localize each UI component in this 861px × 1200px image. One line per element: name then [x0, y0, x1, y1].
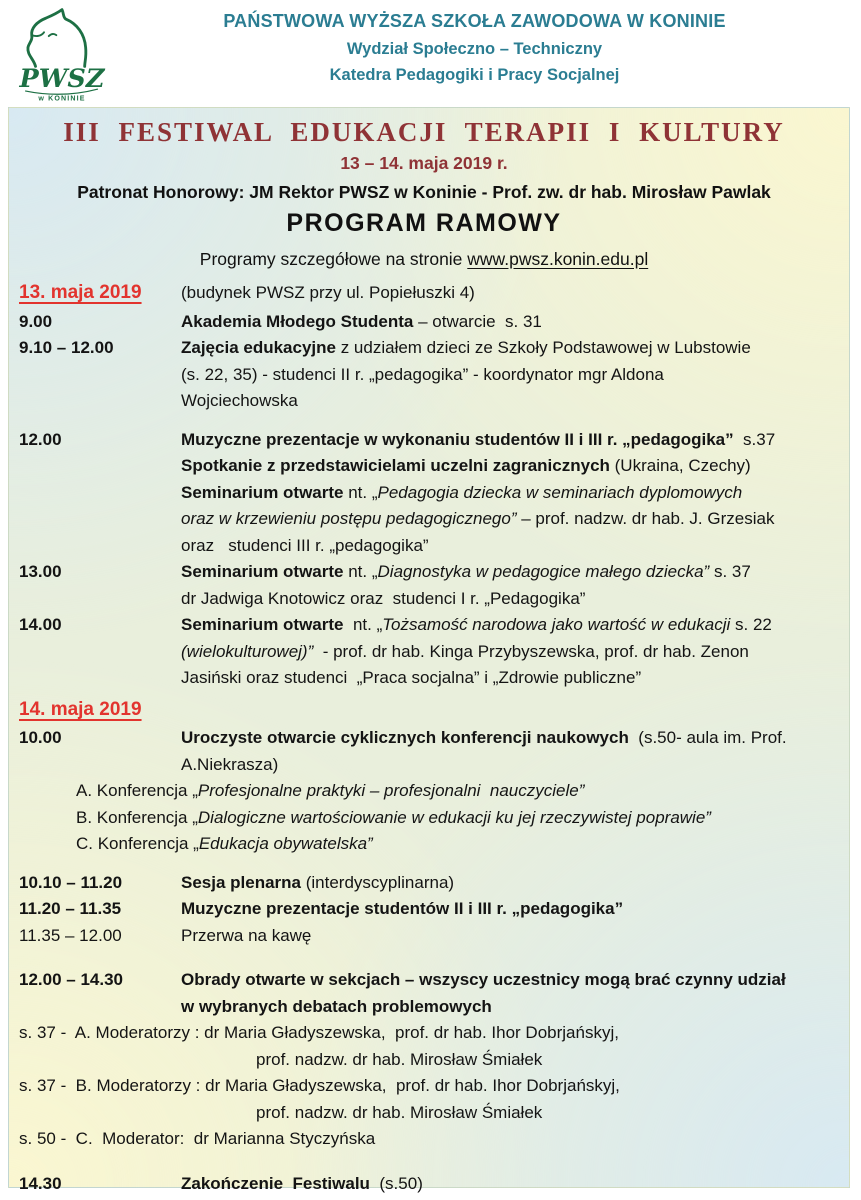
event-line — [19, 1020, 829, 1047]
schedule-row — [19, 725, 829, 778]
text-segment: (wielokulturowej)” — [181, 641, 314, 661]
schedule-row — [76, 805, 829, 832]
university-name: PAŃSTWOWA WYŻSZA SZKOŁA ZAWODOWA W KONINIE — [223, 11, 726, 31]
organization-block — [128, 6, 861, 92]
event-line — [181, 752, 829, 779]
text-segment: Zajęcia edukacyjne — [181, 338, 336, 357]
time-cell: 11.35 – 12.00 — [19, 925, 122, 945]
event-line — [181, 665, 829, 692]
program-sheet — [8, 107, 850, 1193]
text-segment: (s. 22, 35) - studenci II r. „pedagogika” - koordynator mgr Aldona — [181, 364, 664, 384]
day-heading-row — [19, 697, 829, 724]
event-line — [181, 506, 829, 533]
day-heading: 13. maja 2019 — [19, 282, 142, 303]
event-line — [256, 1047, 829, 1074]
text-segment: Pedagogia dziecka w seminariach dyplomowych — [377, 482, 743, 502]
text-segment: prof. nadzw. dr hab. Mirosław Śmiałek — [256, 1049, 543, 1069]
text-segment: A.Niekrasza) — [181, 754, 279, 774]
text-segment: – otwarcie s. 31 — [413, 311, 542, 331]
event-desc — [181, 1171, 829, 1198]
text-segment: z udziałem dzieci ze Szkoły Podstawowej w Lubstowie — [335, 338, 751, 357]
text-segment: s. 37 — [709, 562, 751, 581]
text-segment: (Ukraina, Czechy) — [609, 456, 751, 475]
event-desc — [181, 335, 829, 415]
website-line — [19, 249, 829, 270]
schedule-row — [19, 335, 829, 415]
horse-head-icon — [10, 6, 114, 104]
event-line — [181, 362, 829, 389]
website-prefix: Programy szczegółowe na stronie — [199, 249, 468, 269]
text-segment: w wybranych debatach problemowych — [181, 996, 492, 1016]
festival-dates: 13 – 14. maja 2019 r. — [340, 153, 508, 173]
festival-title: III FESTIWAL EDUKACJI TERAPII I KULTURY — [63, 117, 785, 147]
event-line — [181, 309, 829, 336]
text-segment: dr Jadwiga Knotowicz oraz studenci I r. „Pedagogika” — [181, 588, 586, 608]
event-line — [181, 994, 829, 1021]
schedule-row — [76, 778, 829, 805]
text-segment: s. 37 - B. Moderatorzy : dr Maria Gładyszewska, prof. dr hab. Ihor Dobrjańskyj, — [19, 1076, 620, 1095]
time-cell: 9.10 – 12.00 — [19, 338, 114, 357]
day-heading: 14. maja 2019 — [19, 698, 142, 720]
event-line — [181, 1171, 829, 1198]
text-segment: Tożsamość narodowa jako wartość w edukacji — [382, 615, 731, 634]
text-segment: Seminarium otwarte — [181, 615, 344, 634]
text-segment: (s.50) — [369, 1173, 423, 1193]
schedule-row — [19, 1126, 829, 1153]
patronage-line: Patronat Honorowy: JM Rektor PWSZ w Koninie - Prof. zw. dr hab. Mirosław Pawlak — [77, 182, 771, 202]
schedule-row — [19, 1073, 829, 1126]
text-segment: nt. „ — [343, 615, 383, 634]
text-segment: Spotkanie z przedstawicielami uczelni zagranicznych — [181, 456, 610, 475]
text-segment: – prof. nadzw. dr hab. J. Grzesiak — [516, 509, 775, 528]
website-link[interactable]: www.pwsz.konin.edu.pl — [467, 249, 649, 269]
text-segment: Zakończenie Festiwalu — [181, 1173, 370, 1193]
spacer — [19, 858, 829, 870]
pwsz-logo — [10, 6, 128, 109]
text-segment: nt. „ — [343, 562, 378, 581]
schedule-row — [19, 967, 829, 1020]
time-cell: 14.00 — [19, 615, 62, 634]
logo-subtitle: w KONINIE — [38, 94, 86, 103]
text-segment: Sesja plenarna — [181, 872, 302, 892]
spacer — [19, 1153, 829, 1171]
schedule-row — [19, 427, 829, 560]
text-segment: nt. „ — [343, 482, 378, 502]
page-header — [0, 0, 861, 101]
text-segment: C. Konferencja „ — [76, 834, 199, 853]
schedule-row — [19, 612, 829, 692]
text-segment: Profesjonalne praktyki – profesjonalni nauczyciele” — [197, 781, 585, 800]
event-line — [181, 896, 829, 923]
event-desc — [181, 896, 829, 923]
text-segment: s. 22 — [730, 615, 772, 634]
event-line — [181, 453, 829, 480]
event-line — [181, 870, 829, 897]
event-line — [76, 805, 829, 832]
text-segment: (s.50- aula im. Prof. — [628, 728, 787, 747]
event-line — [19, 1073, 829, 1100]
event-line — [181, 533, 829, 560]
event-desc — [181, 967, 829, 1020]
text-segment: oraz studenci III r. „pedagogika” — [181, 535, 429, 555]
event-line — [181, 388, 829, 415]
text-segment: Uroczyste otwarcie cyklicznych konferencji naukowych — [181, 728, 629, 747]
text-segment: s. 50 - C. Moderator: dr Marianna Styczyńska — [19, 1129, 376, 1148]
event-desc — [181, 870, 829, 897]
event-desc — [181, 309, 829, 336]
event-line — [181, 335, 829, 362]
text-segment: Akademia Młodego Studenta — [181, 311, 414, 331]
event-desc — [181, 427, 829, 560]
time-cell: 13.00 — [19, 562, 62, 581]
text-segment: Seminarium otwarte — [181, 562, 344, 581]
text-segment: Diagnostyka w pedagogice małego dziecka” — [377, 562, 710, 581]
time-cell: 10.10 – 11.20 — [19, 872, 123, 892]
event-desc — [181, 559, 829, 612]
time-cell: 9.00 — [19, 311, 53, 331]
event-line — [181, 586, 829, 613]
schedule-row — [19, 870, 829, 897]
event-line — [181, 480, 829, 507]
event-desc — [181, 612, 829, 692]
event-line — [256, 1100, 829, 1127]
event-line — [181, 725, 829, 752]
time-cell: 11.20 – 11.35 — [19, 899, 122, 918]
schedule-row — [19, 309, 829, 336]
title-block — [19, 117, 829, 270]
time-cell: 12.00 – 14.30 — [19, 970, 123, 989]
text-segment: Przerwa na kawę — [181, 925, 312, 945]
schedule-row — [19, 896, 829, 923]
schedule — [19, 280, 829, 1197]
text-segment: Seminarium otwarte — [181, 482, 344, 502]
event-line — [181, 923, 829, 950]
event-line — [76, 778, 829, 805]
spacer — [19, 949, 829, 967]
department-name: Katedra Pedagogiki i Pracy Socjalnej — [329, 66, 620, 84]
day-heading-row — [19, 280, 829, 307]
text-segment: Wojciechowska — [181, 391, 298, 410]
text-segment: Edukacja obywatelska” — [198, 834, 373, 853]
text-segment: Muzyczne prezentacje studentów II i III r. „pedagogika” — [181, 899, 624, 918]
event-line — [76, 831, 829, 858]
event-line — [181, 427, 829, 454]
time-cell: 14.30 — [19, 1173, 62, 1193]
text-segment: B. Konferencja „ — [76, 807, 198, 827]
event-line — [181, 967, 829, 994]
event-line — [19, 1126, 829, 1153]
schedule-row — [19, 923, 829, 950]
schedule-row — [19, 1020, 829, 1073]
time-cell: 10.00 — [19, 728, 62, 747]
time-cell: 12.00 — [19, 429, 62, 449]
text-segment: Obrady otwarte w sekcjach – wszyscy uczestnicy mogą brać czynny udział — [181, 970, 786, 989]
program-heading: PROGRAM RAMOWY — [286, 209, 562, 237]
event-desc — [181, 923, 829, 950]
text-segment: oraz w krzewieniu postępu pedagogicznego” — [181, 509, 517, 528]
logo-acronym: PWSZ — [19, 64, 105, 95]
schedule-row — [76, 831, 829, 858]
faculty-name: Wydział Społeczno – Techniczny — [346, 40, 603, 58]
text-segment: Jasiński oraz studenci „Praca socjalna” i „Zdrowie publiczne” — [181, 668, 642, 687]
event-desc — [181, 725, 829, 778]
text-segment: Dialogiczne wartościowanie w edukacji ku jej rzeczywistej poprawie” — [197, 807, 711, 827]
text-segment: prof. nadzw. dr hab. Mirosław Śmiałek — [256, 1102, 543, 1122]
event-line — [181, 639, 829, 666]
text-segment: - prof. dr hab. Kinga Przybyszewska, prof. dr hab. Zenon — [313, 641, 749, 661]
text-segment: s. 37 - A. Moderatorzy : dr Maria Gładyszewska, prof. dr hab. Ihor Dobrjańskyj, — [19, 1023, 619, 1042]
text-segment: Muzyczne prezentacje w wykonaniu studentów II i III r. „pedagogika” — [181, 429, 734, 449]
schedule-row — [19, 1171, 829, 1198]
text-segment: s.37 — [733, 429, 776, 449]
event-line — [181, 612, 829, 639]
day-note: (budynek PWSZ przy ul. Popiełuszki 4) — [181, 283, 475, 302]
text-segment: A. Konferencja „ — [76, 781, 198, 800]
schedule-row — [19, 559, 829, 612]
text-segment: (interdyscyplinarna) — [301, 872, 455, 892]
event-line — [181, 559, 829, 586]
